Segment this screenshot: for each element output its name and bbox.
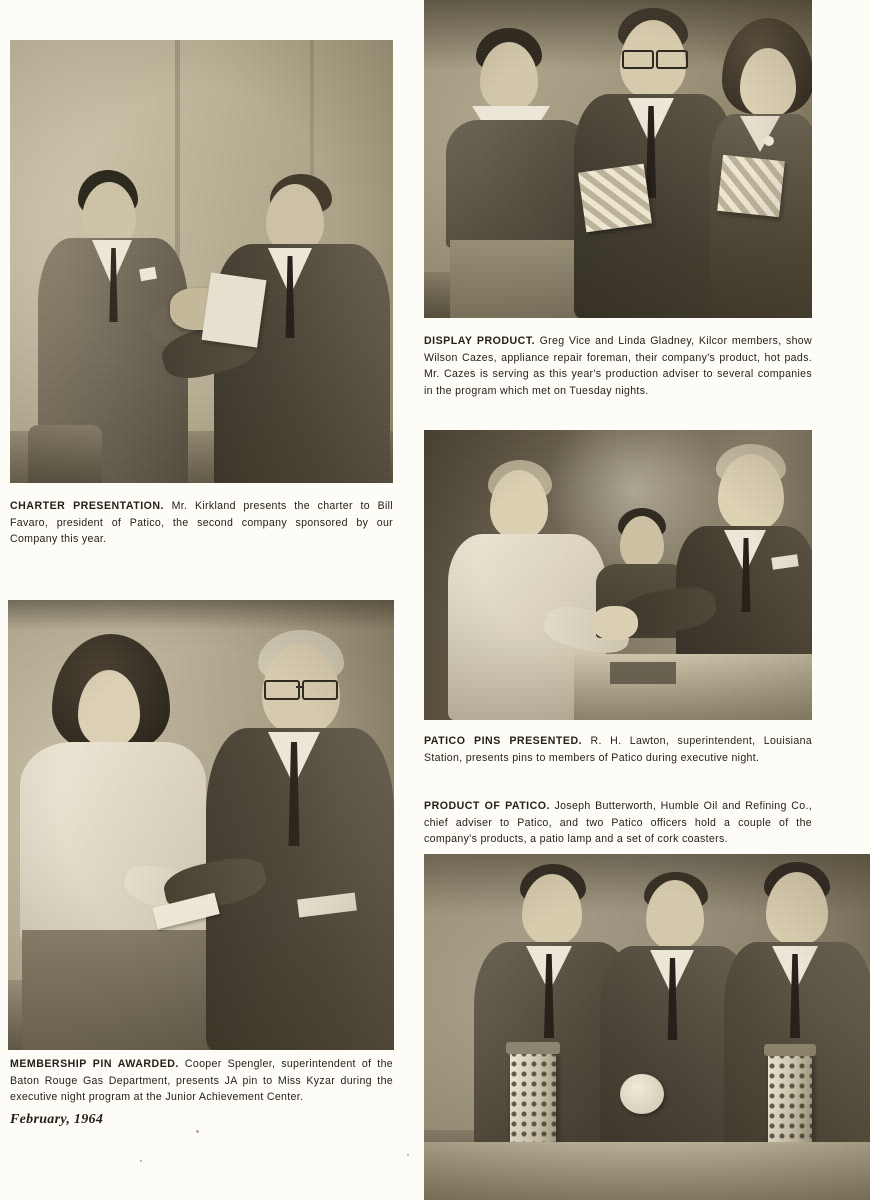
caption-lead: MEMBERSHIP PIN AWARDED. (10, 1058, 179, 1070)
caption-body: Cooper Spengler, superintendent of the Baton Rouge Gas Department, presents JA pin to Miss Kyzar during the executive night program at the Junior Achievement Center. (10, 1058, 393, 1103)
caption-body: Joseph Butterworth, Humble Oil and Refining Co., chief adviser to Patico, and two Patico officers hold a couple of the company's products, a patio lamp and a set of cork coasters. (424, 800, 813, 845)
caption-lead: PRODUCT OF PATICO. (424, 800, 550, 812)
caption-lead: CHARTER PRESENTATION. (10, 500, 164, 512)
caption-body: Greg Vice and Linda Gladney, Kilcor members, show Wilson Cazes, appliance repair foreman, their company's product, hot pads. Mr. Cazes is serving as this year's production adviser to several companies in the program which met on Tuesday nights. (424, 335, 812, 397)
photo-surface (8, 600, 394, 1050)
photo-surface (424, 430, 812, 720)
display-product-photo (424, 0, 812, 318)
membership-pin-caption (10, 1056, 393, 1106)
charter-presentation-photo (10, 40, 393, 483)
photo-surface (424, 854, 870, 1200)
caption-body: R. H. Lawton, superintendent, Louisiana Station, presents pins to members of Patico during executive night. (424, 735, 812, 764)
patico-pins-photo (424, 430, 812, 720)
charter-presentation-caption (10, 498, 393, 548)
paper-speck (140, 1160, 142, 1162)
product-of-patico-caption (424, 798, 812, 848)
caption-lead: DISPLAY PRODUCT. (424, 335, 536, 347)
paper-speck (407, 1154, 409, 1156)
photo-surface (10, 40, 393, 483)
dateline: February, 1964 (10, 1112, 104, 1127)
product-of-patico-photo (424, 854, 870, 1200)
display-product-caption (424, 333, 812, 399)
caption-body: Mr. Kirkland presents the charter to Bill Favaro, president of Patico, the second company sponsored by our Company this year. (10, 500, 393, 545)
caption-lead: PATICO PINS PRESENTED. (424, 735, 583, 747)
patico-pins-caption (424, 733, 812, 766)
photo-surface (424, 0, 812, 318)
membership-pin-photo (8, 600, 394, 1050)
paper-speck (196, 1130, 199, 1133)
